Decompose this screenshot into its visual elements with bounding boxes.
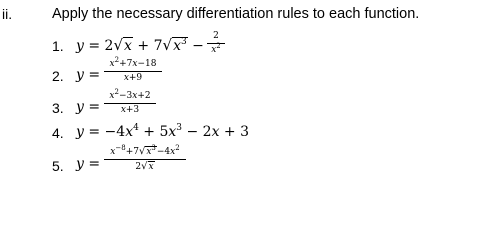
equation-4: $y = -4x^4 + 5x^3 - 2x + 3$ <box>76 123 250 140</box>
equation-2-fraction: $x^2+7x-18$ x+9 <box>104 59 162 84</box>
item-number-5: 5. <box>52 158 64 174</box>
equation-3-fraction: $x^2-3x+2$ x+3 <box>104 91 156 116</box>
equation-1: $y = 2√x + 7√x^3$ − <box>76 36 204 54</box>
equation-5: y = <box>76 156 101 172</box>
equation-3: y = <box>76 99 101 115</box>
equation-2: y = <box>76 67 101 83</box>
equation-1-fraction: 2 $x^2$ <box>207 31 225 56</box>
item-number-3: 3. <box>52 100 64 116</box>
instruction-heading: Apply the necessary differentiation rules to each function. <box>52 6 420 22</box>
section-marker: ii. <box>2 6 13 22</box>
item-number-1: 1. <box>52 38 64 54</box>
item-number-2: 2. <box>52 68 64 84</box>
item-number-4: 4. <box>52 125 64 141</box>
equation-5-fraction: $x^{-8}+7√x^3-4x^2$ 2√x <box>104 146 186 173</box>
